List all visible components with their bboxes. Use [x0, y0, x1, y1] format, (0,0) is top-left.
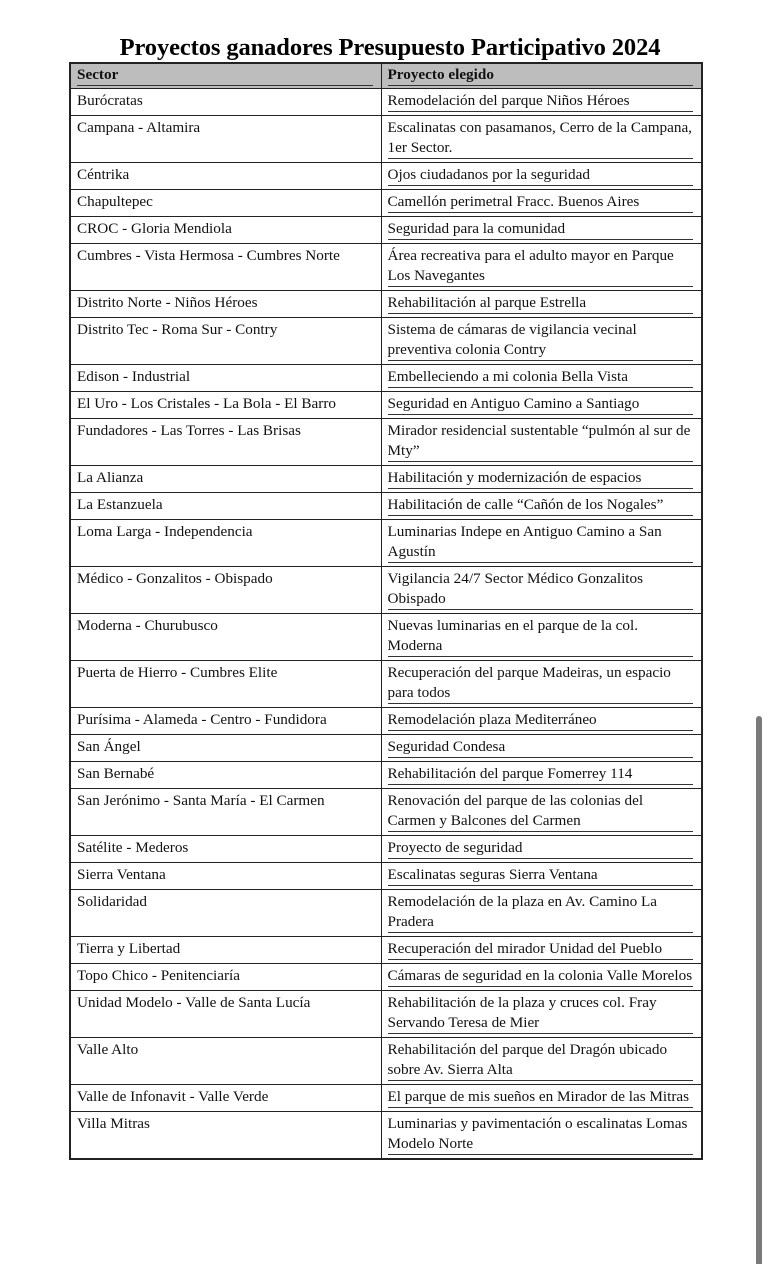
- sector-cell: Cumbres - Vista Hermosa - Cumbres Norte: [70, 244, 381, 291]
- sector-cell: Purísima - Alameda - Centro - Fundidora: [70, 708, 381, 735]
- table-body: [70, 89, 702, 1160]
- project-cell: [381, 89, 702, 116]
- project-text: Sistema de cámaras de vigilancia vecinal preventiva colonia Contry: [388, 320, 694, 361]
- table-row: [70, 964, 702, 991]
- project-cell: [381, 937, 702, 964]
- project-cell: [381, 116, 702, 163]
- sector-cell: Satélite - Mederos: [70, 836, 381, 863]
- table-row: [70, 89, 702, 116]
- project-cell: [381, 190, 702, 217]
- project-text: Mirador residencial sustentable “pulmón al sur de Mty”: [388, 421, 694, 462]
- project-cell: [381, 493, 702, 520]
- table-header-row: [70, 63, 702, 89]
- project-cell: [381, 365, 702, 392]
- sector-cell: San Bernabé: [70, 762, 381, 789]
- table-row: [70, 735, 702, 762]
- project-text: Seguridad para la comunidad: [388, 219, 694, 240]
- project-cell: [381, 890, 702, 937]
- project-cell: [381, 789, 702, 836]
- sector-cell: Fundadores - Las Torres - Las Brisas: [70, 419, 381, 466]
- sector-cell: Céntrika: [70, 163, 381, 190]
- table-row: [70, 244, 702, 291]
- project-cell: [381, 1085, 702, 1112]
- sector-cell: San Ángel: [70, 735, 381, 762]
- sector-cell: Villa Mitras: [70, 1112, 381, 1160]
- table-row: [70, 661, 702, 708]
- sector-cell: CROC - Gloria Mendiola: [70, 217, 381, 244]
- table-row: [70, 708, 702, 735]
- project-cell: [381, 991, 702, 1038]
- table-row: [70, 863, 702, 890]
- project-cell: [381, 661, 702, 708]
- table-row: [70, 365, 702, 392]
- table-row: [70, 836, 702, 863]
- table-row: [70, 318, 702, 365]
- sector-cell: Moderna - Churubusco: [70, 614, 381, 661]
- project-cell: [381, 392, 702, 419]
- table-row: [70, 567, 702, 614]
- sector-cell: Sierra Ventana: [70, 863, 381, 890]
- table-row: [70, 937, 702, 964]
- sector-cell: Solidaridad: [70, 890, 381, 937]
- table-row: [70, 163, 702, 190]
- project-text: Renovación del parque de las colonias del Carmen y Balcones del Carmen: [388, 791, 694, 832]
- project-cell: [381, 163, 702, 190]
- project-text: Rehabilitación al parque Estrella: [388, 293, 694, 314]
- table-row: [70, 419, 702, 466]
- project-text: Escalinatas con pasamanos, Cerro de la Campana, 1er Sector.: [388, 118, 694, 159]
- sector-cell: El Uro - Los Cristales - La Bola - El Barro: [70, 392, 381, 419]
- table-row: [70, 1085, 702, 1112]
- header-sector-label: Sector: [77, 65, 373, 86]
- project-cell: [381, 419, 702, 466]
- sector-cell: Campana - Altamira: [70, 116, 381, 163]
- projects-table: [69, 62, 703, 1160]
- vertical-scrollbar[interactable]: [756, 716, 762, 1264]
- sector-cell: Topo Chico - Penitenciaría: [70, 964, 381, 991]
- sector-cell: Edison - Industrial: [70, 365, 381, 392]
- table-row: [70, 217, 702, 244]
- project-cell: [381, 1038, 702, 1085]
- sector-cell: Unidad Modelo - Valle de Santa Lucía: [70, 991, 381, 1038]
- project-text: Proyecto de seguridad: [388, 838, 694, 859]
- project-cell: [381, 964, 702, 991]
- sector-cell: Distrito Norte - Niños Héroes: [70, 291, 381, 318]
- sector-cell: Loma Larga - Independencia: [70, 520, 381, 567]
- project-cell: [381, 863, 702, 890]
- header-proyecto: [381, 63, 702, 89]
- project-text: Recuperación del mirador Unidad del Pueblo: [388, 939, 694, 960]
- project-cell: [381, 1112, 702, 1160]
- sector-cell: Puerta de Hierro - Cumbres Elite: [70, 661, 381, 708]
- table-row: [70, 762, 702, 789]
- project-text: Remodelación del parque Niños Héroes: [388, 91, 694, 112]
- project-text: Seguridad en Antiguo Camino a Santiago: [388, 394, 694, 415]
- project-text: Escalinatas seguras Sierra Ventana: [388, 865, 694, 886]
- project-text: Luminarias y pavimentación o escalinatas Lomas Modelo Norte: [388, 1114, 694, 1155]
- project-cell: [381, 244, 702, 291]
- project-text: Camellón perimetral Fracc. Buenos Aires: [388, 192, 694, 213]
- sector-cell: Valle de Infonavit - Valle Verde: [70, 1085, 381, 1112]
- project-text: Remodelación de la plaza en Av. Camino La Pradera: [388, 892, 694, 933]
- project-cell: [381, 614, 702, 661]
- project-cell: [381, 762, 702, 789]
- project-text: Rehabilitación de la plaza y cruces col. Fray Servando Teresa de Mier: [388, 993, 694, 1034]
- project-cell: [381, 318, 702, 365]
- table-row: [70, 493, 702, 520]
- sector-cell: Tierra y Libertad: [70, 937, 381, 964]
- project-cell: [381, 708, 702, 735]
- table-row: [70, 1112, 702, 1160]
- document-title: Proyectos ganadores Presupuesto Participativo 2024: [119, 34, 661, 61]
- table-row: [70, 466, 702, 493]
- table-row: [70, 392, 702, 419]
- sector-cell: Burócratas: [70, 89, 381, 116]
- table-row: [70, 291, 702, 318]
- project-text: Nuevas luminarias en el parque de la col. Moderna: [388, 616, 694, 657]
- project-text: El parque de mis sueños en Mirador de las Mitras: [388, 1087, 694, 1108]
- project-cell: [381, 217, 702, 244]
- table-row: [70, 890, 702, 937]
- table-row: [70, 1038, 702, 1085]
- project-text: Área recreativa para el adulto mayor en Parque Los Navegantes: [388, 246, 694, 287]
- project-cell: [381, 836, 702, 863]
- project-text: Vigilancia 24/7 Sector Médico Gonzalitos Obispado: [388, 569, 694, 610]
- project-text: Habilitación y modernización de espacios: [388, 468, 694, 489]
- project-text: Habilitación de calle “Cañón de los Nogales”: [388, 495, 694, 516]
- project-text: Rehabilitación del parque del Dragón ubicado sobre Av. Sierra Alta: [388, 1040, 694, 1081]
- project-text: Luminarias Indepe en Antiguo Camino a San Agustín: [388, 522, 694, 563]
- table-row: [70, 614, 702, 661]
- sector-cell: La Estanzuela: [70, 493, 381, 520]
- sector-cell: Médico - Gonzalitos - Obispado: [70, 567, 381, 614]
- project-cell: [381, 567, 702, 614]
- sector-cell: San Jerónimo - Santa María - El Carmen: [70, 789, 381, 836]
- sector-cell: La Alianza: [70, 466, 381, 493]
- project-text: Rehabilitación del parque Fomerrey 114: [388, 764, 694, 785]
- sector-cell: Valle Alto: [70, 1038, 381, 1085]
- header-proyecto-label: Proyecto elegido: [388, 65, 694, 86]
- sector-cell: Distrito Tec - Roma Sur - Contry: [70, 318, 381, 365]
- table-row: [70, 789, 702, 836]
- project-text: Ojos ciudadanos por la seguridad: [388, 165, 694, 186]
- table-row: [70, 190, 702, 217]
- project-text: Recuperación del parque Madeiras, un espacio para todos: [388, 663, 694, 704]
- header-sector: [70, 63, 381, 89]
- project-text: Cámaras de seguridad en la colonia Valle Morelos: [388, 966, 694, 987]
- project-cell: [381, 735, 702, 762]
- project-cell: [381, 291, 702, 318]
- project-text: Remodelación plaza Mediterráneo: [388, 710, 694, 731]
- project-text: Seguridad Condesa: [388, 737, 694, 758]
- table-row: [70, 116, 702, 163]
- table-row: [70, 991, 702, 1038]
- table-row: [70, 520, 702, 567]
- sector-cell: Chapultepec: [70, 190, 381, 217]
- project-cell: [381, 466, 702, 493]
- project-text: Embelleciendo a mi colonia Bella Vista: [388, 367, 694, 388]
- project-cell: [381, 520, 702, 567]
